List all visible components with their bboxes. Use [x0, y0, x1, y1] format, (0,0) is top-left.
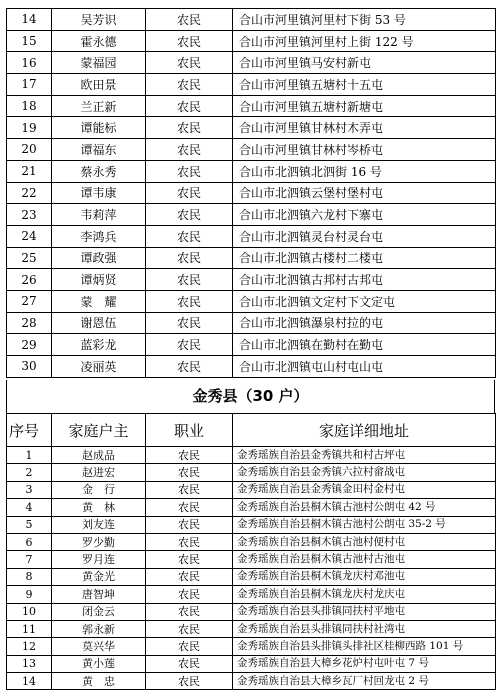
cell-household-head: 蒙福园 [52, 52, 146, 74]
cell-serial-number: 10 [7, 603, 52, 620]
header-serial-number: 序号 [7, 414, 52, 447]
cell-address: 金秀瑶族自治县金秀镇六拉村畲战屯 [233, 464, 496, 481]
table-row [7, 95, 496, 117]
cell-serial-number: 16 [7, 52, 52, 74]
cell-address: 合山市北泗镇在勤村在勤屯 [233, 334, 496, 356]
heshan-households-table [6, 8, 496, 378]
table-row [7, 204, 496, 226]
table-row [7, 586, 496, 603]
cell-serial-number: 27 [7, 290, 52, 312]
cell-address: 金秀瑶族自治县桐木镇古池村古池屯 [233, 551, 496, 568]
cell-address: 合山市河里镇五塘村十五屯 [233, 74, 496, 96]
cell-occupation: 农民 [146, 568, 233, 585]
header-occupation: 职业 [146, 414, 233, 447]
cell-address: 金秀瑶族自治县桐木镇龙庆村龙庆屯 [233, 586, 496, 603]
cell-occupation: 农民 [146, 603, 233, 620]
cell-address: 合山市北泗镇北泗街 16 号 [233, 160, 496, 182]
table-row [7, 290, 496, 312]
cell-serial-number: 21 [7, 160, 52, 182]
cell-address: 金秀瑶族自治县桐木镇古池村公朗屯 35-2 号 [233, 516, 496, 533]
cell-household-head: 金 行 [52, 481, 146, 498]
cell-address: 合山市北泗镇瀑泉村拉的屯 [233, 312, 496, 334]
table-row [7, 160, 496, 182]
table-row [7, 655, 496, 672]
cell-occupation: 农民 [146, 160, 233, 182]
cell-address: 金秀瑶族自治县桐木镇古池村公朗屯 42 号 [233, 499, 496, 516]
table-header-row [7, 414, 496, 447]
cell-occupation: 农民 [146, 290, 233, 312]
cell-occupation: 农民 [146, 655, 233, 672]
cell-occupation: 农民 [146, 312, 233, 334]
table-row [7, 499, 496, 516]
cell-household-head: 李鸿兵 [52, 225, 146, 247]
heshan-table-body [7, 9, 496, 378]
cell-address: 合山市北泗镇古邦村古邦屯 [233, 269, 496, 291]
cell-household-head: 谢恩伍 [52, 312, 146, 334]
table-row [7, 516, 496, 533]
cell-serial-number: 25 [7, 247, 52, 269]
cell-serial-number: 13 [7, 655, 52, 672]
cell-serial-number: 8 [7, 568, 52, 585]
cell-household-head: 黄金光 [52, 568, 146, 585]
cell-household-head: 谭韦康 [52, 182, 146, 204]
cell-occupation: 农民 [146, 225, 233, 247]
cell-serial-number: 12 [7, 638, 52, 655]
cell-address: 合山市北泗镇灵台村灵台屯 [233, 225, 496, 247]
table-row [7, 117, 496, 139]
cell-occupation: 农民 [146, 673, 233, 690]
cell-serial-number: 24 [7, 225, 52, 247]
jinxiu-households-table [6, 413, 496, 690]
cell-household-head: 黄 林 [52, 499, 146, 516]
cell-occupation: 农民 [146, 551, 233, 568]
cell-occupation: 农民 [146, 356, 233, 378]
section-title-jinxiu: 金秀县（30 户） [6, 380, 495, 413]
cell-occupation: 农民 [146, 464, 233, 481]
cell-address: 金秀瑶族自治县头排镇同扶村平地屯 [233, 603, 496, 620]
table-row [7, 464, 496, 481]
cell-address: 合山市北泗镇六龙村下寨屯 [233, 204, 496, 226]
cell-serial-number: 18 [7, 95, 52, 117]
cell-occupation: 农民 [146, 30, 233, 52]
cell-occupation: 农民 [146, 638, 233, 655]
table-row [7, 447, 496, 464]
cell-occupation: 农民 [146, 516, 233, 533]
cell-household-head: 刘友连 [52, 516, 146, 533]
cell-occupation: 农民 [146, 117, 233, 139]
cell-address: 合山市河里镇甘林村木弄屯 [233, 117, 496, 139]
cell-occupation: 农民 [146, 52, 233, 74]
cell-household-head: 欧田景 [52, 74, 146, 96]
cell-address: 金秀瑶族自治县桐木镇龙庆村邓池屯 [233, 568, 496, 585]
cell-serial-number: 30 [7, 356, 52, 378]
cell-serial-number: 6 [7, 533, 52, 550]
cell-address: 金秀瑶族自治县头排镇头排社区桂柳西路 101 号 [233, 638, 496, 655]
header-household-head: 家庭户主 [52, 414, 146, 447]
cell-serial-number: 29 [7, 334, 52, 356]
cell-occupation: 农民 [146, 481, 233, 498]
cell-address: 合山市河里镇河里村下街 53 号 [233, 9, 496, 31]
cell-address: 金秀瑶族自治县大樟乡瓦厂村回龙屯 2 号 [233, 673, 496, 690]
cell-occupation: 农民 [146, 620, 233, 637]
cell-household-head: 闭金云 [52, 603, 146, 620]
cell-household-head: 唐智坤 [52, 586, 146, 603]
cell-address: 合山市北泗镇文定村下文定屯 [233, 290, 496, 312]
cell-household-head: 莫兴华 [52, 638, 146, 655]
cell-household-head: 蔡永秀 [52, 160, 146, 182]
cell-serial-number: 9 [7, 586, 52, 603]
cell-serial-number: 23 [7, 204, 52, 226]
cell-address: 合山市北泗镇屯山村屯山屯 [233, 356, 496, 378]
cell-address: 合山市河里镇河里村上街 122 号 [233, 30, 496, 52]
cell-household-head: 黄 忠 [52, 673, 146, 690]
header-address: 家庭详细地址 [233, 414, 496, 447]
table-row [7, 269, 496, 291]
cell-household-head: 黄小莲 [52, 655, 146, 672]
cell-occupation: 农民 [146, 499, 233, 516]
cell-serial-number: 3 [7, 481, 52, 498]
cell-household-head: 蓝彩龙 [52, 334, 146, 356]
cell-occupation: 农民 [146, 533, 233, 550]
cell-serial-number: 14 [7, 9, 52, 31]
cell-serial-number: 20 [7, 139, 52, 161]
cell-household-head: 谭福东 [52, 139, 146, 161]
cell-serial-number: 2 [7, 464, 52, 481]
cell-household-head: 吴芳识 [52, 9, 146, 31]
cell-address: 金秀瑶族自治县头排镇同扶村社湾屯 [233, 620, 496, 637]
cell-serial-number: 14 [7, 673, 52, 690]
cell-occupation: 农民 [146, 334, 233, 356]
table-row [7, 568, 496, 585]
cell-occupation: 农民 [146, 139, 233, 161]
cell-household-head: 赵进宏 [52, 464, 146, 481]
table-row [7, 481, 496, 498]
cell-occupation: 农民 [146, 9, 233, 31]
cell-serial-number: 22 [7, 182, 52, 204]
table-row [7, 247, 496, 269]
table-row [7, 603, 496, 620]
cell-serial-number: 1 [7, 447, 52, 464]
table-row [7, 638, 496, 655]
table-row [7, 620, 496, 637]
cell-household-head: 罗月连 [52, 551, 146, 568]
cell-household-head: 谭能标 [52, 117, 146, 139]
table-row [7, 182, 496, 204]
cell-occupation: 农民 [146, 95, 233, 117]
table-row [7, 334, 496, 356]
cell-household-head: 兰正新 [52, 95, 146, 117]
table-row [7, 9, 496, 31]
cell-occupation: 农民 [146, 269, 233, 291]
cell-household-head: 凌丽英 [52, 356, 146, 378]
table-row [7, 356, 496, 378]
cell-serial-number: 11 [7, 620, 52, 637]
jinxiu-table-body [7, 447, 496, 690]
table-row [7, 551, 496, 568]
cell-household-head: 蒙 耀 [52, 290, 146, 312]
cell-address: 合山市北泗镇古楼村二楼屯 [233, 247, 496, 269]
cell-household-head: 霍永德 [52, 30, 146, 52]
cell-address: 合山市河里镇五塘村新塘屯 [233, 95, 496, 117]
cell-serial-number: 19 [7, 117, 52, 139]
cell-household-head: 郭永新 [52, 620, 146, 637]
cell-occupation: 农民 [146, 447, 233, 464]
cell-serial-number: 26 [7, 269, 52, 291]
cell-household-head: 赵成品 [52, 447, 146, 464]
cell-address: 合山市河里镇甘林村岑桥屯 [233, 139, 496, 161]
cell-address: 金秀瑶族自治县金秀镇共和村古坪屯 [233, 447, 496, 464]
cell-address: 金秀瑶族自治县大樟乡花炉村屯叶屯 7 号 [233, 655, 496, 672]
cell-address: 金秀瑶族自治县金秀镇金田村金村屯 [233, 481, 496, 498]
cell-address: 金秀瑶族自治县桐木镇古池村便村屯 [233, 533, 496, 550]
table-row [7, 30, 496, 52]
table-row [7, 533, 496, 550]
cell-household-head: 韦莉萍 [52, 204, 146, 226]
cell-address: 合山市北泗镇云堡村堡村屯 [233, 182, 496, 204]
table-row [7, 312, 496, 334]
cell-serial-number: 28 [7, 312, 52, 334]
cell-address: 合山市河里镇马安村新屯 [233, 52, 496, 74]
cell-serial-number: 4 [7, 499, 52, 516]
cell-occupation: 农民 [146, 204, 233, 226]
cell-household-head: 谭政强 [52, 247, 146, 269]
cell-serial-number: 5 [7, 516, 52, 533]
table-row [7, 225, 496, 247]
cell-occupation: 农民 [146, 182, 233, 204]
cell-serial-number: 15 [7, 30, 52, 52]
table-row [7, 74, 496, 96]
cell-occupation: 农民 [146, 74, 233, 96]
cell-occupation: 农民 [146, 247, 233, 269]
table-row [7, 673, 496, 690]
cell-serial-number: 17 [7, 74, 52, 96]
cell-occupation: 农民 [146, 586, 233, 603]
cell-household-head: 罗少勤 [52, 533, 146, 550]
cell-serial-number: 7 [7, 551, 52, 568]
cell-household-head: 谭炳贤 [52, 269, 146, 291]
table-row [7, 52, 496, 74]
table-row [7, 139, 496, 161]
